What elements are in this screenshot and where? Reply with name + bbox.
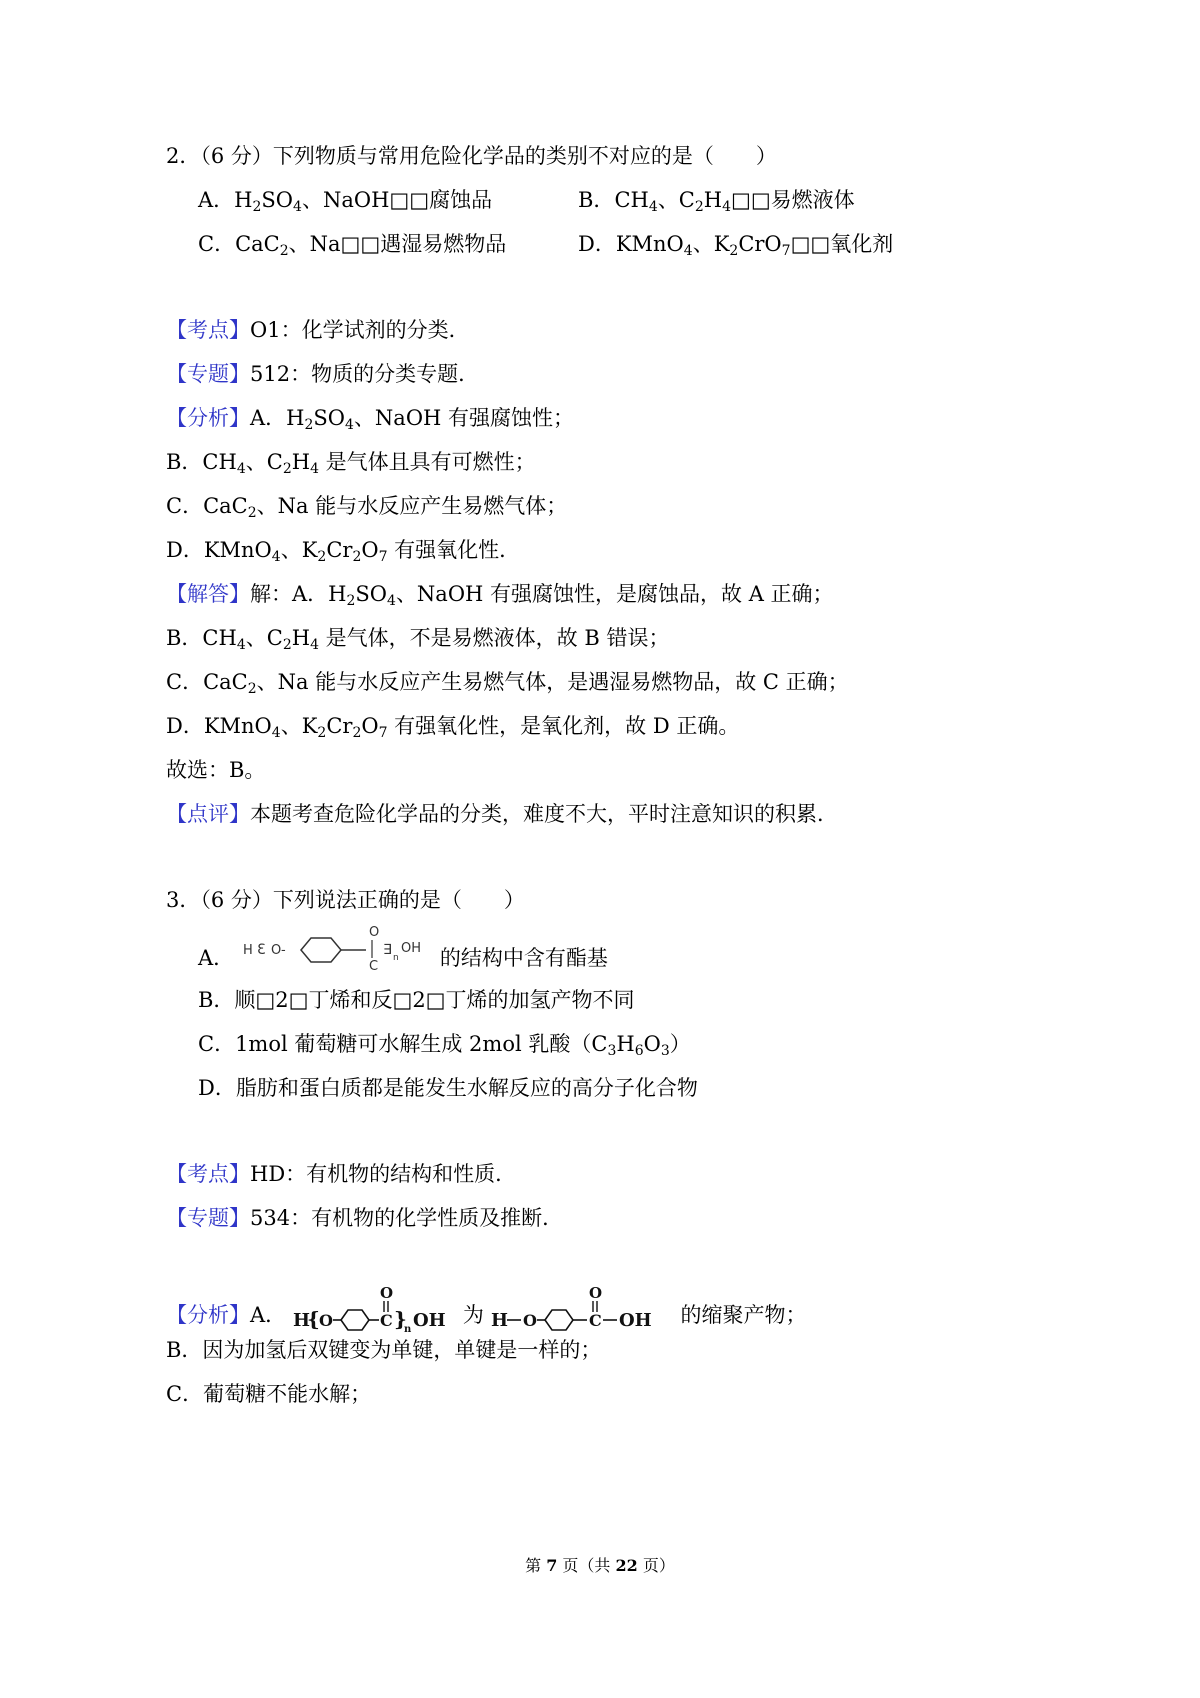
svg-text:C: C: [368, 959, 378, 974]
q2-jieda-c: C．CaC$_2$、Na 能与水反应产生易燃气体，是遇湿易燃物品，故 C 正确；: [166, 670, 849, 697]
svg-text:O: O: [270, 943, 282, 958]
q3-option-b: B．顺□2□丁烯和反□2□丁烯的加氢产物不同: [198, 988, 635, 1012]
monomer-structure-image: [491, 1286, 681, 1340]
svg-text:n: n: [392, 953, 399, 963]
q2-zhuanti: 【专题】512：物质的分类专题．: [166, 362, 480, 386]
svg-text:n: n: [403, 1324, 412, 1335]
q3-zhuanti: 【专题】534：有机物的化学性质及推断．: [166, 1206, 564, 1230]
q2-jieda-d: D．KMnO$_4$、$K_2Cr_2O_7$ 有强氧化性，是氧化剂，故 D 正确。: [166, 714, 740, 741]
q2-dianping: 【点评】本题考查危险化学品的分类，难度不大，平时注意知识的积累．: [166, 802, 838, 826]
q2-jieda-a: 【解答】解：A．$H_2SO_4$、NaOH 有强腐蚀性，是腐蚀品，故 A 正确；: [166, 582, 834, 609]
svg-text:C: C: [379, 1311, 393, 1330]
q2-option-d: D．KMnO$_4$、$K_2CrO_7□□$氧化剂: [578, 232, 894, 259]
q3-option-c: C．1mol 葡萄糖可水解生成 2mol 乳酸$(C_3H_6O_3)$: [198, 1032, 691, 1059]
q2-fenxi-a: 【分析】A．$H_2SO_4$、NaOH 有强腐蚀性；: [166, 406, 575, 433]
page-footer: 第 7 页（共 22 页）: [525, 1556, 675, 1575]
q2-stem: 2．（6 分）下列物质与常用危险化学品的类别不对应的是（ ）: [166, 144, 777, 168]
q3-option-a: A． H Ɛ O - O C ∃ n OH 的结构中含有酯基: [198, 926, 608, 974]
svg-text:H: H: [292, 1310, 310, 1331]
q2-conclusion: 故选：B。: [166, 758, 266, 782]
svg-text:∃: ∃: [382, 942, 392, 958]
q2-fenxi-b: B．$CH_4$、$C_2H_4$ 是气体且具有可燃性；: [166, 450, 536, 477]
svg-text:OH: OH: [412, 1310, 446, 1331]
svg-text:C: C: [588, 1311, 602, 1330]
ester-structure-image: [241, 926, 446, 974]
q3-fenxi-a: 【分析】A． H { O O C } n OH 为 H O O C OH 的缩聚产物；: [166, 1286, 807, 1340]
q3-stem: 3．（6 分）下列说法正确的是（ ）: [166, 888, 525, 912]
svg-text:OH: OH: [400, 941, 421, 956]
q2-fenxi-d: D．KMnO$_4$、$K_2Cr_2O_7$ 有强氧化性．: [166, 538, 521, 565]
q3-option-d: D．脂肪和蛋白质都是能发生水解反应的高分子化合物: [198, 1076, 698, 1100]
svg-text:O: O: [588, 1286, 602, 1302]
q2-option-b: B．$CH_4$、$C_2H_4□□$易燃液体: [578, 188, 855, 215]
q3-kaodian: 【考点】HD：有机物的结构和性质．: [166, 1162, 517, 1186]
svg-text:O: O: [318, 1311, 333, 1330]
polymer-structure-image: [293, 1286, 463, 1340]
q2-option-a: A．$H_2SO_4$、NaOH□□腐蚀品: [198, 188, 493, 215]
q2-fenxi-c: C．CaC$_2$、Na 能与水反应产生易燃气体；: [166, 494, 568, 521]
svg-text:{: {: [306, 1307, 320, 1331]
svg-text:}: }: [393, 1307, 407, 1331]
svg-text:H: H: [490, 1310, 508, 1331]
q3-fenxi-b: B．因为加氢后双键变为单键，单键是一样的；: [166, 1338, 602, 1362]
svg-text:-: -: [280, 943, 286, 958]
svg-text:OH: OH: [618, 1310, 652, 1331]
svg-text:Ɛ: Ɛ: [256, 942, 266, 958]
svg-text:O: O: [522, 1311, 537, 1330]
q2-option-c: C．CaC$_2$、Na□□遇湿易燃物品: [198, 232, 507, 259]
q2-kaodian: 【考点】O1：化学试剂的分类．: [166, 318, 470, 342]
q3-fenxi-c: C．葡萄糖不能水解；: [166, 1382, 372, 1406]
svg-text:H: H: [242, 943, 253, 958]
svg-text:O: O: [368, 926, 380, 940]
q2-jieda-b: B．$CH_4$、$C_2H_4$ 是气体，不是易燃液体，故 B 错误；: [166, 626, 670, 653]
svg-text:O: O: [379, 1286, 393, 1302]
